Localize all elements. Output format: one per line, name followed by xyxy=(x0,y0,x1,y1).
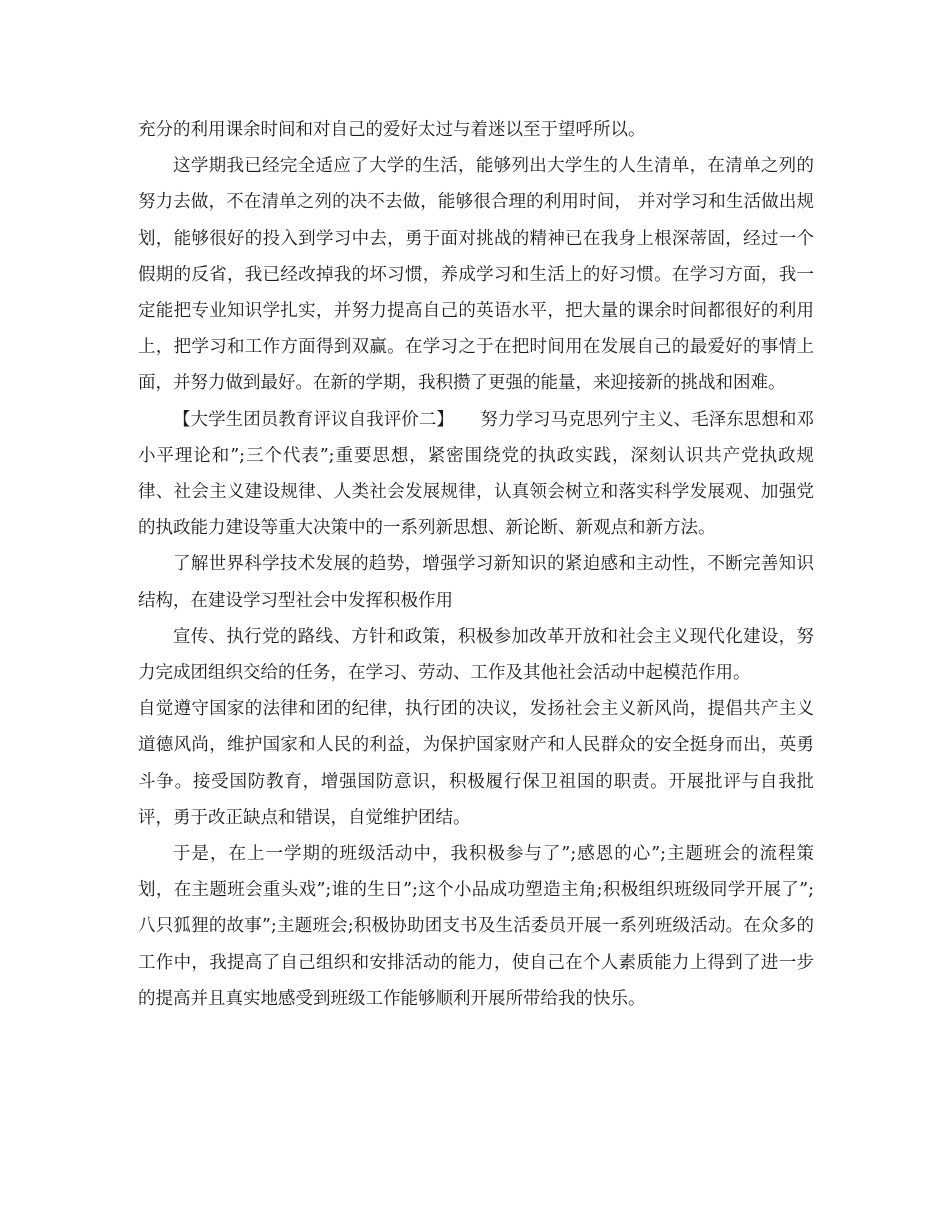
paragraph-5: 宣传、执行党的路线、方针和政策，积极参加改革开放和社会主义现代化建设，努力完成团组织交给的任务，在学习、劳动、工作及其他社会活动中起模范作用。 xyxy=(138,626,814,684)
paragraph-7: 于是，在上一学期的班级活动中，我积极参与了”;感恩的心”;主题班会的流程策划，在主题班会重头戏”;谁的生日”;这个小品成功塑造主角;积极组织班级同学开展了”;八只狐狸的故事”;主题班会;积极协助团支书及生活委员开展一系列班级活动。在众多的工作中，我提高了自己组织和安排活动的能力，使自己在个人素质能力上得到了进一步的提高并且真实地感受到班级工作能够顺利开展所带给我的快乐。 xyxy=(138,844,814,1009)
paragraph-4: 了解世界科学技术发展的趋势，增强学习新知识的紧迫感和主动性，不断完善知识结构，在建设学习型社会中发挥积极作用 xyxy=(138,554,814,611)
paragraph-1: 充分的利用课余时间和对自己的爱好太过与着迷以至于望呼所以。 xyxy=(138,120,646,140)
paragraph-2: 这学期我已经完全适应了大学的生活，能够列出大学生的人生清单，在清单之列的努力去做，不在清单之列的决不去做，能够很合理的利用时间， 并对学习和生活做出规划，能够很好的投入到学习中去，勇于面对挑战的精神已在我身上根深蒂固，经过一个假期的反省，我已经改掉我的坏习惯，养成学习和生活上的好习惯。在学习方面，我一定能把专业知识学扎实，并努力提高自己的英语水平，把大量的课余时间都很好的利用上，把学习和工作方面得到双赢。在学习之于在把时间用在发展自己的最爱好的事情上面，并努力做到最好。在新的学期，我积攒了更强的能量，来迎接新的挑战和困难。 xyxy=(138,156,814,394)
paragraph-6: 自觉遵守国家的法律和团的纪律，执行团的决议，发扬社会主义新风尚，提倡共产主义道德风尚，维护国家和人民的利益，为保护国家财产和人民群众的安全挺身而出，英勇斗争。接受国防教育，增强国防意识，积极履行保卫祖国的职责。开展批评与自我批评，勇于改正缺点和错误，自觉维护团结。 xyxy=(138,699,814,828)
paragraph-3: 【大学生团员教育评议自我评价二】 努力学习马克思列宁主义、毛泽东思想和邓小平理论和”;三个代表”;重要思想，紧密围绕党的执政实践，深刻认识共产党执政规律、社会主义建设规律、人类社会发展规律，认真领会树立和落实科学发展观、加强党的执政能力建设等重大决策中的一系列新思想、新论断、新观点和新方法。 xyxy=(138,409,814,539)
document-body xyxy=(138,112,814,1017)
